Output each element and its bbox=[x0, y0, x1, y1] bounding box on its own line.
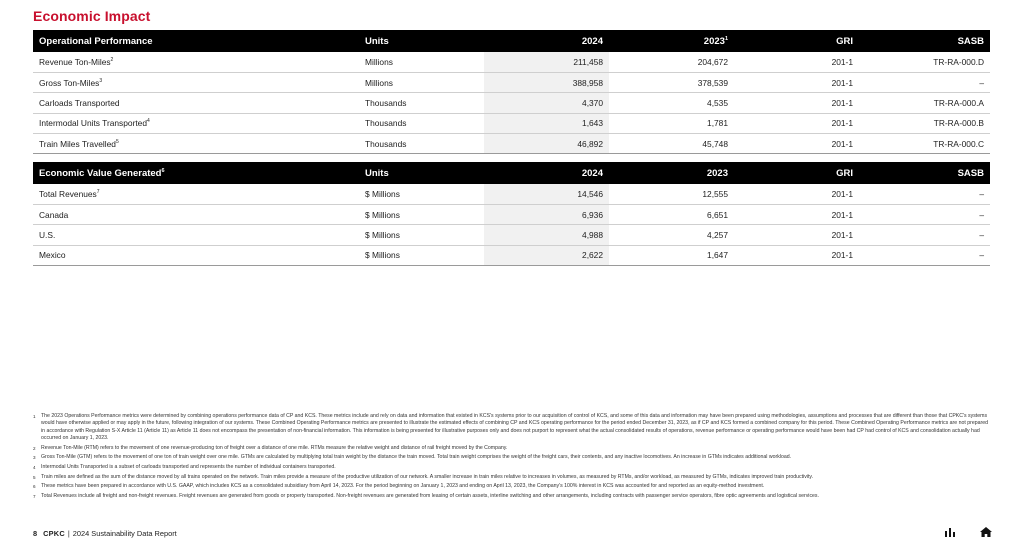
row-value-2024-text: 2,622 bbox=[582, 250, 603, 261]
row-value-2023 bbox=[609, 204, 734, 224]
row-gri-text: 201-1 bbox=[831, 56, 853, 67]
row-gri-text: 201-1 bbox=[831, 138, 853, 149]
row-value-2023 bbox=[609, 245, 734, 265]
row-value-2023 bbox=[609, 72, 734, 92]
row-metric-text: Intermodal Units Transported bbox=[39, 118, 147, 129]
footnote-number: 1 bbox=[33, 414, 36, 419]
header-units: Units bbox=[359, 30, 484, 52]
row-metric bbox=[33, 134, 359, 154]
row-value-2024 bbox=[484, 72, 609, 92]
row-value-2023-text: 45,748 bbox=[702, 138, 728, 149]
footnote bbox=[33, 464, 991, 471]
row-value-2023-text: 6,651 bbox=[707, 209, 728, 220]
row-sasb bbox=[859, 72, 990, 92]
row-value-2023-text: 4,257 bbox=[707, 229, 728, 240]
footnote-ref: 6 bbox=[161, 167, 165, 174]
row-value-2024 bbox=[484, 225, 609, 245]
row-value-2024 bbox=[484, 93, 609, 113]
row-value-2023-text: 1,781 bbox=[707, 118, 728, 129]
table-row bbox=[33, 184, 990, 204]
row-gri bbox=[734, 184, 859, 204]
row-value-2023 bbox=[609, 52, 734, 72]
row-metric-text: Train Miles Travelled bbox=[39, 138, 116, 149]
row-sasb bbox=[859, 113, 990, 133]
header-metric-label: Economic Value Generated bbox=[39, 167, 162, 179]
header-units: Units bbox=[359, 162, 484, 184]
row-value-2024-text: 4,370 bbox=[582, 97, 603, 108]
footnote-ref: 1 bbox=[724, 35, 728, 42]
page-number: 8 bbox=[33, 529, 38, 538]
row-units-text: Millions bbox=[365, 77, 393, 88]
footnote-text: Gross Ton-Mile (GTM) refers to the movement of one ton of train weight over one mile. GTMs are calculated by multiplying total train weight by the distance the train moved. Total train weight comprises the weight of the freight cars, their contents, and any inactive locomotives. An increase in GTMs indicates additional workload. bbox=[41, 454, 792, 461]
row-metric-text: Total Revenues bbox=[39, 188, 97, 199]
footnote bbox=[33, 454, 991, 461]
row-units bbox=[359, 204, 484, 224]
row-sasb-text: – bbox=[979, 209, 984, 220]
row-metric-text: Gross Ton-Miles bbox=[39, 77, 100, 88]
row-sasb-text: – bbox=[979, 229, 984, 240]
row-value-2023-text: 378,539 bbox=[697, 77, 728, 88]
table-row bbox=[33, 245, 990, 265]
row-metric bbox=[33, 245, 359, 265]
row-gri bbox=[734, 113, 859, 133]
row-sasb-text: – bbox=[979, 188, 984, 199]
row-gri-text: 201-1 bbox=[831, 77, 853, 88]
table-header-row bbox=[33, 162, 990, 184]
row-value-2024-text: 14,546 bbox=[577, 188, 603, 199]
bar-chart-icon[interactable] bbox=[944, 527, 956, 537]
row-gri bbox=[734, 204, 859, 224]
footnotes bbox=[33, 413, 991, 502]
row-units bbox=[359, 113, 484, 133]
page-title: Economic Impact bbox=[33, 8, 151, 24]
row-sasb bbox=[859, 245, 990, 265]
footnote bbox=[33, 413, 991, 443]
report-title: 2024 Sustainability Data Report bbox=[72, 529, 177, 538]
row-value-2023 bbox=[609, 184, 734, 204]
row-gri bbox=[734, 134, 859, 154]
row-sasb bbox=[859, 184, 990, 204]
footnote-ref: 2 bbox=[110, 57, 114, 64]
operational-performance-table bbox=[33, 30, 990, 154]
row-units-text: $ Millions bbox=[365, 229, 400, 240]
row-units-text: $ Millions bbox=[365, 209, 400, 220]
row-sasb bbox=[859, 52, 990, 72]
row-metric-text: Canada bbox=[39, 209, 69, 220]
row-sasb bbox=[859, 134, 990, 154]
footnote bbox=[33, 445, 991, 452]
row-units bbox=[359, 225, 484, 245]
row-units bbox=[359, 93, 484, 113]
footnote bbox=[33, 483, 991, 490]
footnote-number: 5 bbox=[33, 474, 36, 480]
table-row bbox=[33, 72, 990, 92]
row-value-2024-text: 6,936 bbox=[582, 209, 603, 220]
economic-value-table bbox=[33, 162, 990, 266]
row-sasb-text: – bbox=[979, 250, 984, 261]
footer-separator: | bbox=[67, 529, 70, 538]
row-metric-text: U.S. bbox=[39, 229, 56, 240]
footnote-number: 2 bbox=[33, 445, 36, 451]
row-metric-text: Revenue Ton-Miles bbox=[39, 56, 111, 67]
row-metric bbox=[33, 52, 359, 72]
header-2024: 2024 bbox=[484, 162, 609, 184]
row-gri bbox=[734, 72, 859, 92]
row-metric-text: Mexico bbox=[39, 250, 66, 261]
row-metric bbox=[33, 113, 359, 133]
table-row bbox=[33, 93, 990, 113]
header-gri: GRI bbox=[734, 162, 859, 184]
footnote-number: 4 bbox=[33, 465, 36, 470]
page-footer bbox=[33, 529, 177, 538]
row-sasb-text: TR-RA-000.A bbox=[933, 97, 984, 108]
row-gri-text: 201-1 bbox=[831, 118, 853, 129]
footnote-text: Revenue Ton-Mile (RTM) refers to the movement of one revenue-producing ton of freight over a distance of one mile. RTMs measure the relative weight and distance of rail freight moved by the Company. bbox=[41, 444, 508, 451]
table-row bbox=[33, 134, 990, 154]
footnote-ref: 3 bbox=[99, 77, 103, 84]
row-gri-text: 201-1 bbox=[831, 250, 853, 261]
row-metric bbox=[33, 184, 359, 204]
row-gri-text: 201-1 bbox=[831, 97, 853, 108]
row-gri-text: 201-1 bbox=[831, 229, 853, 240]
row-value-2023-text: 204,672 bbox=[697, 56, 728, 67]
footnote bbox=[33, 493, 991, 500]
row-value-2024-text: 211,458 bbox=[573, 56, 603, 67]
row-units bbox=[359, 134, 484, 154]
table-row bbox=[33, 52, 990, 72]
row-sasb bbox=[859, 225, 990, 245]
table-header-row bbox=[33, 30, 990, 52]
row-value-2024-text: 46,892 bbox=[577, 138, 603, 149]
row-sasb-text: – bbox=[979, 77, 984, 88]
row-value-2024 bbox=[484, 245, 609, 265]
header-sasb: SASB bbox=[859, 30, 990, 52]
row-units-text: $ Millions bbox=[365, 188, 400, 199]
footnote-text: Train miles are defined as the sum of the distance moved by all trains operated on the network. Train miles provide a measure of the productive utilization of our network. A smaller increase in train miles relative to increases in volumes, as measured by RTMs, and/or workload, as measured by GTMs, indicates improved train productivity. bbox=[41, 473, 814, 480]
row-sasb-text: TR-RA-000.B bbox=[933, 118, 984, 129]
footnote-number: 3 bbox=[33, 455, 36, 461]
footnote-ref: 7 bbox=[96, 189, 100, 196]
header-2023-label: 2023 bbox=[703, 35, 725, 47]
row-gri bbox=[734, 245, 859, 265]
row-gri bbox=[734, 52, 859, 72]
table-row bbox=[33, 113, 990, 133]
row-units-text: Thousands bbox=[365, 138, 407, 149]
footnote bbox=[33, 474, 991, 481]
table-row bbox=[33, 225, 990, 245]
row-units bbox=[359, 52, 484, 72]
row-value-2024 bbox=[484, 113, 609, 133]
row-metric bbox=[33, 225, 359, 245]
row-gri bbox=[734, 93, 859, 113]
row-units bbox=[359, 184, 484, 204]
header-sasb: SASB bbox=[859, 162, 990, 184]
row-value-2024 bbox=[484, 204, 609, 224]
header-2023 bbox=[609, 30, 734, 52]
row-value-2023 bbox=[609, 113, 734, 133]
home-icon[interactable] bbox=[980, 527, 992, 537]
row-value-2024 bbox=[484, 134, 609, 154]
table-row bbox=[33, 204, 990, 224]
row-value-2024-text: 4,988 bbox=[582, 229, 603, 240]
footnote-text: The 2023 Operations Performance metrics were determined by combining operations performance data of CP and KCS. These metrics include and rely on data and information that existed in KCS's systems prior to our acquisition of control of KCS, and some of this data and information may have been prepared using methodologies, assumptions and processes that are different than those that CPKC's systems would have otherwise applied or may apply in the future, following integration of our systems. These Combined Operating Performance metrics are presented to illustrate the estimated effects of combining CP and KCS operating performance for the period ended December 31, 2023, as if CP and KCS formed a combined company for this period. These Combined Operating Performance metrics are not prepared in accordance with Regulation S-X Article 11 (Article 11) as Article 11 does not encompass the presentation of non-financial information. This information is being presented for illustrative purposes only and does not purport to represent what the actual consolidated results of operations, revenue performance or operating performance would have been had CP had control of KCS and consolidation actually had occurred on January 1, 2023. bbox=[41, 413, 989, 442]
footnote-text: Intermodal Units Transported is a subset of carloads transported and represents the number of individual containers transported. bbox=[41, 464, 336, 470]
row-metric-text: Carloads Transported bbox=[39, 97, 120, 108]
footnote-text: These metrics have been prepared in accordance with U.S. GAAP, which includes KCS as a consolidated subsidiary from April 14, 2023. For the period beginning on January 1, 2023 and ending on April 13, 2023, the Company's 100% interest in KCS was accounted for and reported as an equity-method investment. bbox=[41, 483, 765, 490]
row-sasb bbox=[859, 204, 990, 224]
footnote-number: 6 bbox=[33, 484, 36, 490]
row-value-2023-text: 12,555 bbox=[702, 188, 728, 199]
row-value-2024-text: 388,958 bbox=[572, 77, 603, 88]
row-units-text: Millions bbox=[365, 56, 393, 67]
row-value-2023 bbox=[609, 134, 734, 154]
row-metric bbox=[33, 93, 359, 113]
row-units bbox=[359, 245, 484, 265]
row-value-2024 bbox=[484, 184, 609, 204]
row-gri-text: 201-1 bbox=[831, 209, 853, 220]
row-value-2024 bbox=[484, 52, 609, 72]
row-sasb-text: TR-RA-000.D bbox=[933, 56, 984, 67]
row-value-2023-text: 4,535 bbox=[707, 97, 728, 108]
brand-name: CPKC bbox=[43, 529, 65, 538]
row-metric bbox=[33, 72, 359, 92]
header-2023: 2023 bbox=[609, 162, 734, 184]
row-value-2023 bbox=[609, 93, 734, 113]
footnote-text: Total Revenues include all freight and non-freight revenues. Freight revenues are generated from goods or property transported. Non-freight revenues are generated from leasing of certain assets, interline switching and other arrangements, including contracts with passenger service operators, fibre optic agreements and logistical services. bbox=[41, 492, 819, 499]
row-gri bbox=[734, 225, 859, 245]
row-sasb bbox=[859, 93, 990, 113]
footnote-number: 7 bbox=[33, 493, 36, 499]
row-sasb-text: TR-RA-000.C bbox=[933, 138, 984, 149]
header-2024: 2024 bbox=[484, 30, 609, 52]
row-gri-text: 201-1 bbox=[831, 188, 853, 199]
row-value-2024-text: 1,643 bbox=[582, 118, 603, 129]
row-value-2023 bbox=[609, 225, 734, 245]
row-value-2023-text: 1,647 bbox=[707, 250, 728, 261]
header-gri: GRI bbox=[734, 30, 859, 52]
header-metric: Operational Performance bbox=[33, 30, 359, 52]
footnote-ref: 5 bbox=[115, 138, 119, 145]
row-units-text: Thousands bbox=[365, 97, 407, 108]
row-units bbox=[359, 72, 484, 92]
header-metric bbox=[33, 162, 359, 184]
row-metric bbox=[33, 204, 359, 224]
footnote-ref: 4 bbox=[147, 118, 150, 125]
row-units-text: $ Millions bbox=[365, 250, 400, 261]
row-units-text: Thousands bbox=[365, 118, 407, 129]
